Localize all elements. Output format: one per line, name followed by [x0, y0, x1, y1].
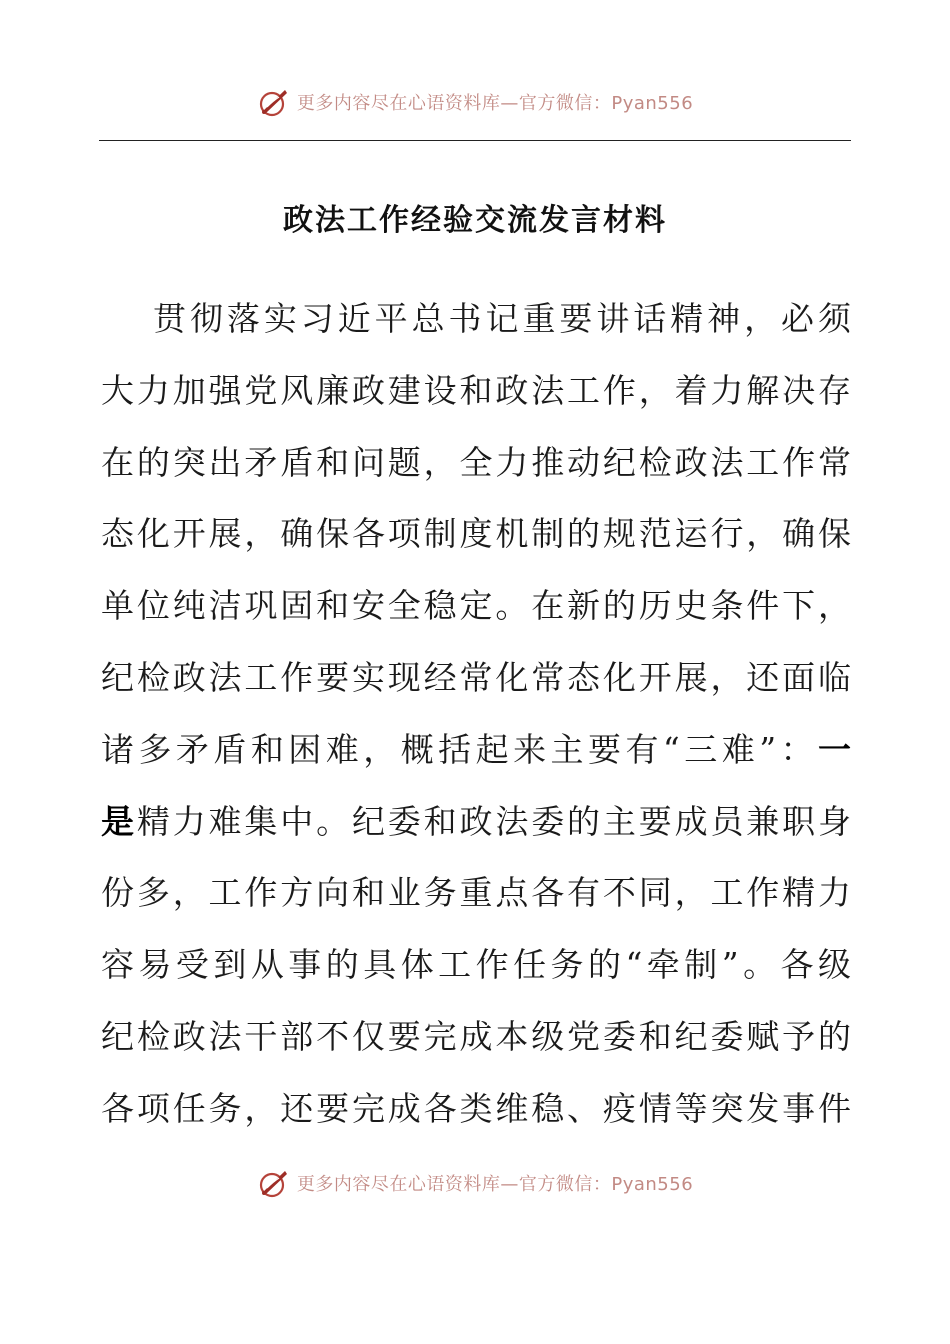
text-line: 容易受到从事的具体工作任务的“牵制”。各级	[101, 945, 851, 985]
watermark-text: 更多内容尽在心语资料库—官方微信：Pyan556	[296, 93, 694, 114]
header-divider	[99, 140, 851, 141]
bold-ordinal-shi: 是	[101, 801, 137, 841]
text-line: 各项任务，还要完成各类维稳、疫情等突发事件	[101, 1088, 851, 1128]
footer-watermark	[0, 1163, 950, 1203]
document-title: 政法工作经验交流发言材料	[283, 203, 667, 238]
text-line: 贯彻落实习近平总书记重要讲话精神，必须	[153, 299, 851, 338]
text-line	[101, 786, 851, 858]
quill-pen-logo-icon	[257, 85, 291, 119]
text-line: 单位纯洁巩固和安全稳定。在新的历史条件下，	[101, 586, 851, 626]
text-line: 在的突出矛盾和问题，全力推动纪检政法工作常	[101, 442, 851, 482]
text-line-segment: 精力难集中。纪委和政法委的主要成员兼职身	[136, 801, 852, 841]
text-line-segment: 诸多矛盾和困难，概括起来主要有“三难”：	[101, 729, 818, 769]
bold-ordinal-first: 一	[818, 729, 851, 769]
text-line: 纪检政法干部不仅要完成本级党委和纪委赋予的	[101, 1016, 851, 1056]
text-line: 份多，工作方向和业务重点各有不同，工作精力	[101, 873, 851, 913]
text-line: 态化开展，确保各项制度机制的规范运行，确保	[101, 514, 851, 554]
text-line: 大力加强党风廉政建设和政法工作，着力解决存	[101, 370, 851, 410]
text-line	[101, 714, 851, 786]
header-watermark	[0, 82, 950, 122]
body-paragraph	[101, 283, 851, 1145]
watermark-text: 更多内容尽在心语资料库—官方微信：Pyan556	[296, 1174, 694, 1195]
quill-pen-logo-icon	[257, 1166, 291, 1200]
text-line: 纪检政法工作要实现经常化常态化开展，还面临	[101, 657, 851, 697]
